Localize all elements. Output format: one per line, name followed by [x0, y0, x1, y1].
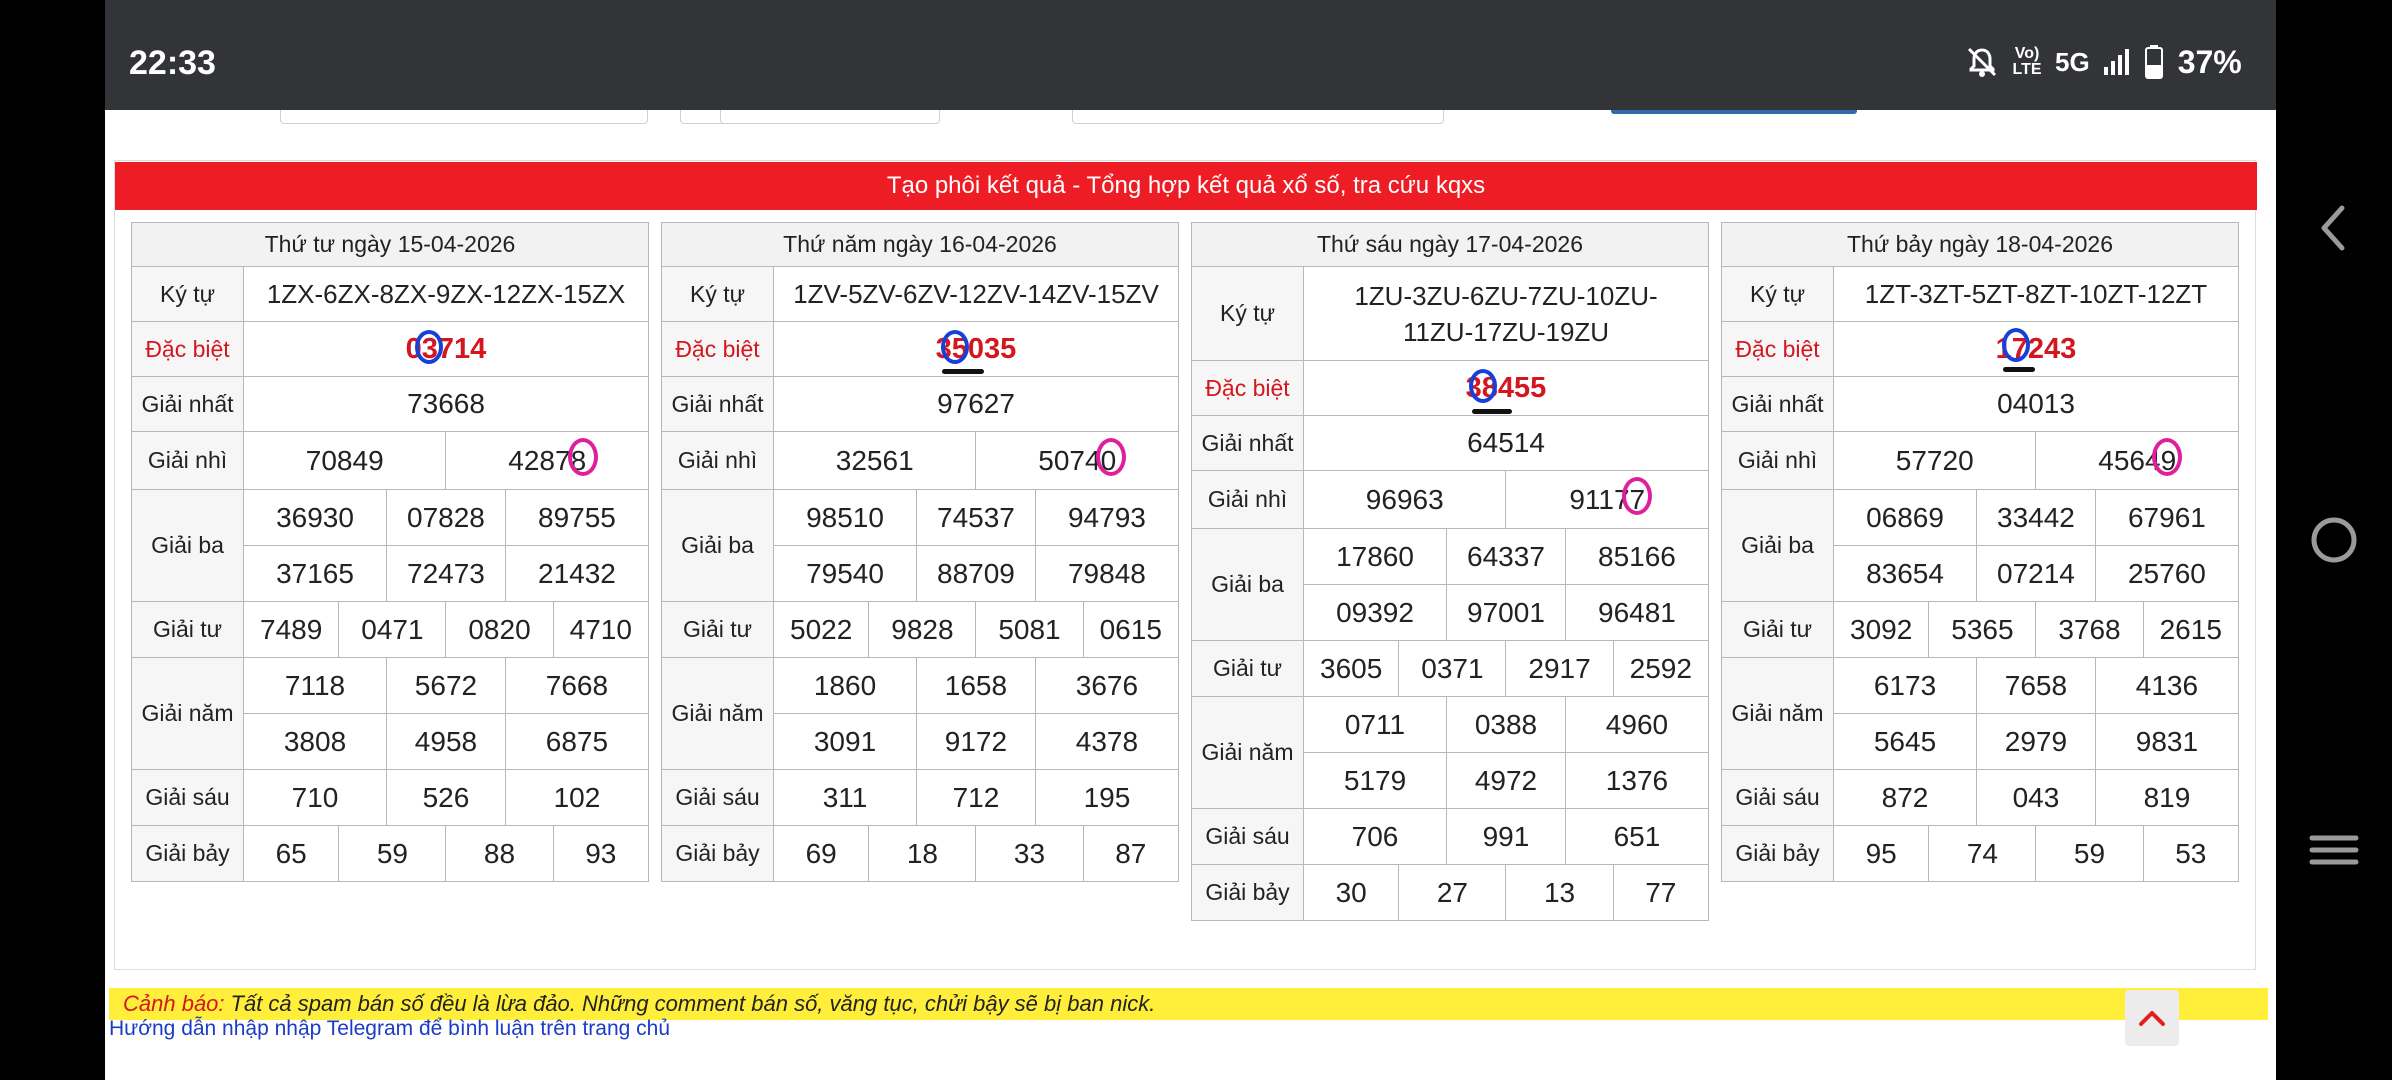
prize-value: 74: [1929, 826, 2036, 882]
filter-form: [105, 110, 2276, 160]
prize-cell: [976, 432, 1179, 490]
prize-value: 0371: [1399, 641, 1506, 697]
row-label: Giải sáu: [662, 770, 774, 826]
prize-value: 79848: [1035, 546, 1178, 602]
prize-value: 5179: [1304, 753, 1447, 809]
kytu-value: 1ZU-3ZU-6ZU-7ZU-10ZU-11ZU-17ZU-19ZU: [1304, 267, 1709, 361]
status-bar: [105, 0, 2276, 110]
prize-value: 0820: [446, 602, 553, 658]
pink-circle-mark: [568, 438, 598, 476]
prize-value: 13: [1506, 865, 1613, 921]
black-underline-mark: [1472, 409, 1512, 414]
prize-value: 04013: [1834, 377, 2239, 432]
prize-value: 0615: [1083, 602, 1178, 658]
pink-circle-mark: [2152, 438, 2182, 476]
prize-value: 64337: [1447, 529, 1566, 585]
table-date: Thứ tư ngày 15-04-2026: [132, 223, 649, 267]
prize-value: 74537: [917, 490, 1036, 546]
prize-value: 872: [1834, 770, 1977, 826]
row-label: Giải nhất: [1192, 416, 1304, 471]
prize-value: 2592: [1613, 641, 1708, 697]
prize-value: 043: [1977, 770, 2096, 826]
prize-value: 2917: [1506, 641, 1613, 697]
table-date: Thứ bảy ngày 18-04-2026: [1722, 223, 2239, 267]
special-prize-value: 35035: [935, 332, 1017, 365]
row-label: Giải tư: [1722, 602, 1834, 658]
prize-value: 97001: [1447, 585, 1566, 641]
prize-value: 96963: [1304, 471, 1506, 529]
prize-value: 33442: [1977, 490, 2096, 546]
row-label: Giải ba: [662, 490, 774, 602]
prize-value: 96481: [1565, 585, 1708, 641]
prize-value: 651: [1565, 809, 1708, 865]
filter-submit-button[interactable]: [1611, 110, 1857, 114]
prize-value: 7118: [244, 658, 387, 714]
blue-circle-mark: [415, 330, 443, 364]
row-label: Ký tự: [1192, 267, 1304, 361]
result-table-3: [1191, 222, 1709, 921]
volte-icon: Vo) LTE: [2012, 45, 2042, 78]
prize-value: 7668: [505, 658, 648, 714]
mute-icon: [1965, 45, 1999, 79]
row-label: Giải bảy: [132, 826, 244, 882]
prize-value: 0471: [339, 602, 446, 658]
special-prize-value: 03714: [405, 332, 487, 365]
row-label: Giải năm: [1722, 658, 1834, 770]
prize-value: 93: [553, 826, 648, 882]
row-label: Giải nhất: [662, 377, 774, 432]
prize-value: 3676: [1035, 658, 1178, 714]
prize-value: 2979: [1977, 714, 2096, 770]
prize-value: 6875: [505, 714, 648, 770]
blue-circle-mark: [1469, 369, 1497, 403]
row-label: Giải nhì: [662, 432, 774, 490]
prize-value: 69: [774, 826, 869, 882]
prize-value: 7658: [1977, 658, 2096, 714]
prize-value: 9831: [2095, 714, 2238, 770]
prize-value: 5672: [387, 658, 506, 714]
row-label: Giải tư: [132, 602, 244, 658]
prize-value: 4960: [1565, 697, 1708, 753]
prize-cell: [446, 432, 649, 490]
battery-percent: 37%: [2177, 43, 2242, 80]
black-underline-mark: [2003, 367, 2035, 372]
blue-circle-mark: [2002, 328, 2030, 362]
prize-value: 07214: [1977, 546, 2096, 602]
prize-value: 91177: [1569, 483, 1646, 515]
filter-select-3[interactable]: [720, 110, 940, 124]
row-label: Giải năm: [132, 658, 244, 770]
prize-value: 59: [339, 826, 446, 882]
prize-value: 32561: [774, 432, 976, 490]
row-label: Đặc biệt: [1192, 361, 1304, 416]
prize-value: 89755: [505, 490, 648, 546]
filter-select-4[interactable]: [1072, 110, 1444, 124]
home-icon[interactable]: [2304, 510, 2364, 570]
prize-value: 706: [1304, 809, 1447, 865]
prize-value: 102: [505, 770, 648, 826]
prize-value: 09392: [1304, 585, 1447, 641]
prize-value: 5645: [1834, 714, 1977, 770]
left-black-border: [0, 0, 105, 1080]
prize-value: 1376: [1565, 753, 1708, 809]
chevron-up-icon: [2137, 1008, 2167, 1028]
row-label: Giải nhì: [1192, 471, 1304, 529]
prize-value: 1658: [917, 658, 1036, 714]
result-table-1: [131, 222, 649, 882]
prize-value: 4710: [553, 602, 648, 658]
signal-icon: [2102, 47, 2132, 77]
prize-value: 5022: [774, 602, 869, 658]
prize-value: 45649: [2098, 444, 2177, 476]
special-prize-value: 17243: [1995, 332, 2077, 365]
prize-value: 5365: [1929, 602, 2036, 658]
prize-value: 42878: [508, 444, 587, 476]
prize-value: 85166: [1565, 529, 1708, 585]
row-label: Ký tự: [132, 267, 244, 322]
prize-value: 7489: [244, 602, 339, 658]
result-table-2: [661, 222, 1179, 882]
table-date: Thứ sáu ngày 17-04-2026: [1192, 223, 1709, 267]
back-icon[interactable]: [2304, 198, 2364, 258]
prize-value: 37165: [244, 546, 387, 602]
prize-value: 1860: [774, 658, 917, 714]
prize-value: 06869: [1834, 490, 1977, 546]
row-label: Giải sáu: [1192, 809, 1304, 865]
prize-value: 50740: [1038, 444, 1117, 476]
prize-value: 9828: [869, 602, 976, 658]
row-label: Giải bảy: [1722, 826, 1834, 882]
row-label: Ký tự: [662, 267, 774, 322]
prize-value: 710: [244, 770, 387, 826]
row-label: Đặc biệt: [662, 322, 774, 377]
prize-value: 4378: [1035, 714, 1178, 770]
pink-circle-mark: [1622, 477, 1652, 515]
prize-value: 97627: [774, 377, 1179, 432]
blue-circle-mark: [941, 330, 969, 364]
prize-value: 77: [1613, 865, 1708, 921]
special-prize-cell: [1834, 322, 2239, 377]
prize-value: 4136: [2095, 658, 2238, 714]
prize-value: 0711: [1304, 697, 1447, 753]
prize-value: 87: [1083, 826, 1178, 882]
row-label: Giải nhất: [132, 377, 244, 432]
prize-value: 72473: [387, 546, 506, 602]
prize-value: 2615: [2143, 602, 2238, 658]
special-prize-cell: [774, 322, 1179, 377]
row-label: Giải bảy: [662, 826, 774, 882]
row-label: Giải sáu: [132, 770, 244, 826]
prize-value: 195: [1035, 770, 1178, 826]
prize-value: 4958: [387, 714, 506, 770]
prize-value: 67961: [2095, 490, 2238, 546]
prize-value: 526: [387, 770, 506, 826]
row-label: Giải năm: [1192, 697, 1304, 809]
prize-value: 94793: [1035, 490, 1178, 546]
prize-value: 73668: [244, 377, 649, 432]
prize-value: 9172: [917, 714, 1036, 770]
prize-value: 3605: [1304, 641, 1399, 697]
prize-value: 991: [1447, 809, 1566, 865]
row-label: Giải tư: [1192, 641, 1304, 697]
prize-value: 88709: [917, 546, 1036, 602]
prize-value: 3092: [1834, 602, 1929, 658]
prize-cell: [2036, 432, 2239, 490]
prize-value: 18: [869, 826, 976, 882]
prize-value: 0388: [1447, 697, 1566, 753]
prize-value: 33: [976, 826, 1083, 882]
row-label: Giải nhì: [1722, 432, 1834, 490]
black-underline-mark: [942, 369, 984, 374]
prize-value: 5081: [976, 602, 1083, 658]
warning-label: Cảnh báo:: [123, 991, 225, 1016]
prize-value: 59: [2036, 826, 2143, 882]
prize-cell: [1506, 471, 1709, 529]
prize-value: 4972: [1447, 753, 1566, 809]
web-content: [105, 110, 2276, 1080]
kytu-value: 1ZV-5ZV-6ZV-12ZV-14ZV-15ZV: [774, 267, 1179, 322]
pink-circle-mark: [1096, 438, 1126, 476]
prize-value: 53: [2143, 826, 2238, 882]
result-table-4: [1721, 222, 2239, 882]
prize-value: 95: [1834, 826, 1929, 882]
row-label: Giải tư: [662, 602, 774, 658]
prize-value: 712: [917, 770, 1036, 826]
warning-bar: [109, 988, 2268, 1020]
prize-value: 3768: [2036, 602, 2143, 658]
status-time: 22:33: [129, 44, 216, 82]
special-prize-cell: [1304, 361, 1709, 416]
prize-value: 311: [774, 770, 917, 826]
telegram-guide-link[interactable]: Hướng dẫn nhập nhập Telegram để bình luận trên trang chủ: [109, 1017, 671, 1040]
navigation-bar: [2276, 0, 2392, 1080]
prize-value: 79540: [774, 546, 917, 602]
prize-value: 27: [1399, 865, 1506, 921]
prize-value: 6173: [1834, 658, 1977, 714]
battery-icon: [2144, 45, 2164, 79]
prize-value: 07828: [387, 490, 506, 546]
scroll-to-top-button[interactable]: [2125, 990, 2179, 1046]
prize-value: 88: [446, 826, 553, 882]
page-title-banner: Tạo phôi kết quả - Tổng hợp kết quả xổ số, tra cứu kqxs: [115, 162, 2257, 210]
prize-value: 3091: [774, 714, 917, 770]
prize-value: 25760: [2095, 546, 2238, 602]
prize-value: 3808: [244, 714, 387, 770]
5g-icon: 5G: [2055, 47, 2090, 77]
filter-select-1[interactable]: [280, 110, 648, 124]
recents-icon[interactable]: [2304, 820, 2364, 880]
row-label: Giải sáu: [1722, 770, 1834, 826]
prize-value: 21432: [505, 546, 648, 602]
row-label: Giải năm: [662, 658, 774, 770]
kytu-value: 1ZT-3ZT-5ZT-8ZT-10ZT-12ZT: [1834, 267, 2239, 322]
prize-value: 30: [1304, 865, 1399, 921]
kytu-value: 1ZX-6ZX-8ZX-9ZX-12ZX-15ZX: [244, 267, 649, 322]
row-label: Giải ba: [132, 490, 244, 602]
prize-value: 36930: [244, 490, 387, 546]
prize-value: 17860: [1304, 529, 1447, 585]
row-label: Giải bảy: [1192, 865, 1304, 921]
row-label: Đặc biệt: [132, 322, 244, 377]
prize-value: 65: [244, 826, 339, 882]
row-label: Ký tự: [1722, 267, 1834, 322]
special-prize-value: 38455: [1465, 371, 1547, 404]
prize-value: 819: [2095, 770, 2238, 826]
status-icons: [1965, 42, 2276, 82]
prize-value: 57720: [1834, 432, 2036, 490]
table-date: Thứ năm ngày 16-04-2026: [662, 223, 1179, 267]
row-label: Đặc biệt: [1722, 322, 1834, 377]
prize-value: 70849: [244, 432, 446, 490]
special-prize-cell: [244, 322, 649, 377]
row-label: Giải ba: [1722, 490, 1834, 602]
row-label: Giải ba: [1192, 529, 1304, 641]
prize-value: 98510: [774, 490, 917, 546]
row-label: Giải nhì: [132, 432, 244, 490]
warning-text: Tất cả spam bán số đều là lừa đảo. Những comment bán số, văng tục, chửi bậy sẽ bị ban nick.: [230, 991, 1156, 1016]
prize-value: 83654: [1834, 546, 1977, 602]
prize-value: 64514: [1304, 416, 1709, 471]
row-label: Giải nhất: [1722, 377, 1834, 432]
